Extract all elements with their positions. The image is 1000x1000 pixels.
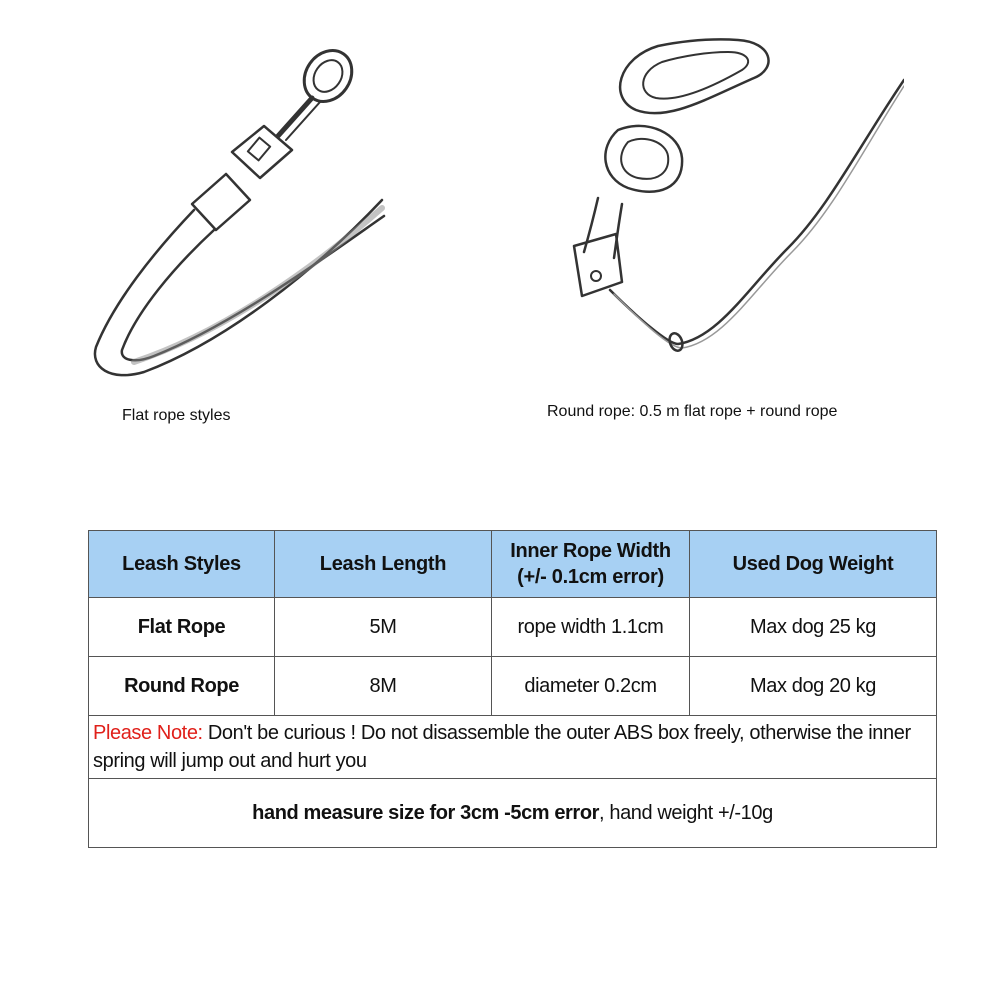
round-rope-illustration [558, 38, 904, 370]
header-leash-length: Leash Length [275, 531, 492, 598]
header-inner-rope-width-line2: (+/- 0.1cm error) [517, 566, 664, 588]
measure-row [89, 779, 937, 848]
row-length: 8M [275, 657, 492, 716]
header-inner-rope-width-line1: Inner Rope Width [510, 540, 671, 562]
row-weight: Max dog 20 kg [690, 657, 937, 716]
measure-rest-text: , hand weight +/-10g [599, 801, 773, 824]
row-style: Round Rope [89, 657, 275, 716]
table-row [89, 598, 937, 657]
round-rope-caption: Round rope: 0.5 m flat rope + round rope [547, 403, 838, 420]
row-width: diameter 0.2cm [492, 657, 690, 716]
note-row [89, 716, 937, 779]
flat-rope-illustration [74, 32, 386, 404]
note-label: Please Note: [93, 722, 203, 744]
flat-rope-caption: Flat rope styles [122, 407, 231, 424]
table-row [89, 657, 937, 716]
measure-cell [89, 779, 937, 848]
leash-spec-table [88, 530, 937, 848]
row-style: Flat Rope [89, 598, 275, 657]
row-width: rope width 1.1cm [492, 598, 690, 657]
row-length: 5M [275, 598, 492, 657]
note-cell [89, 716, 937, 779]
header-used-dog-weight: Used Dog Weight [690, 531, 937, 598]
row-weight: Max dog 25 kg [690, 598, 937, 657]
table-header-row [89, 531, 937, 598]
measure-bold-text: hand measure size for 3cm -5cm error [252, 801, 600, 824]
note-text: Don't be curious ! Do not disassemble the outer ABS box freely, otherwise the inner spring will jump out and hurt you [93, 722, 911, 772]
header-inner-rope-width [492, 531, 690, 598]
header-leash-styles: Leash Styles [89, 531, 275, 598]
